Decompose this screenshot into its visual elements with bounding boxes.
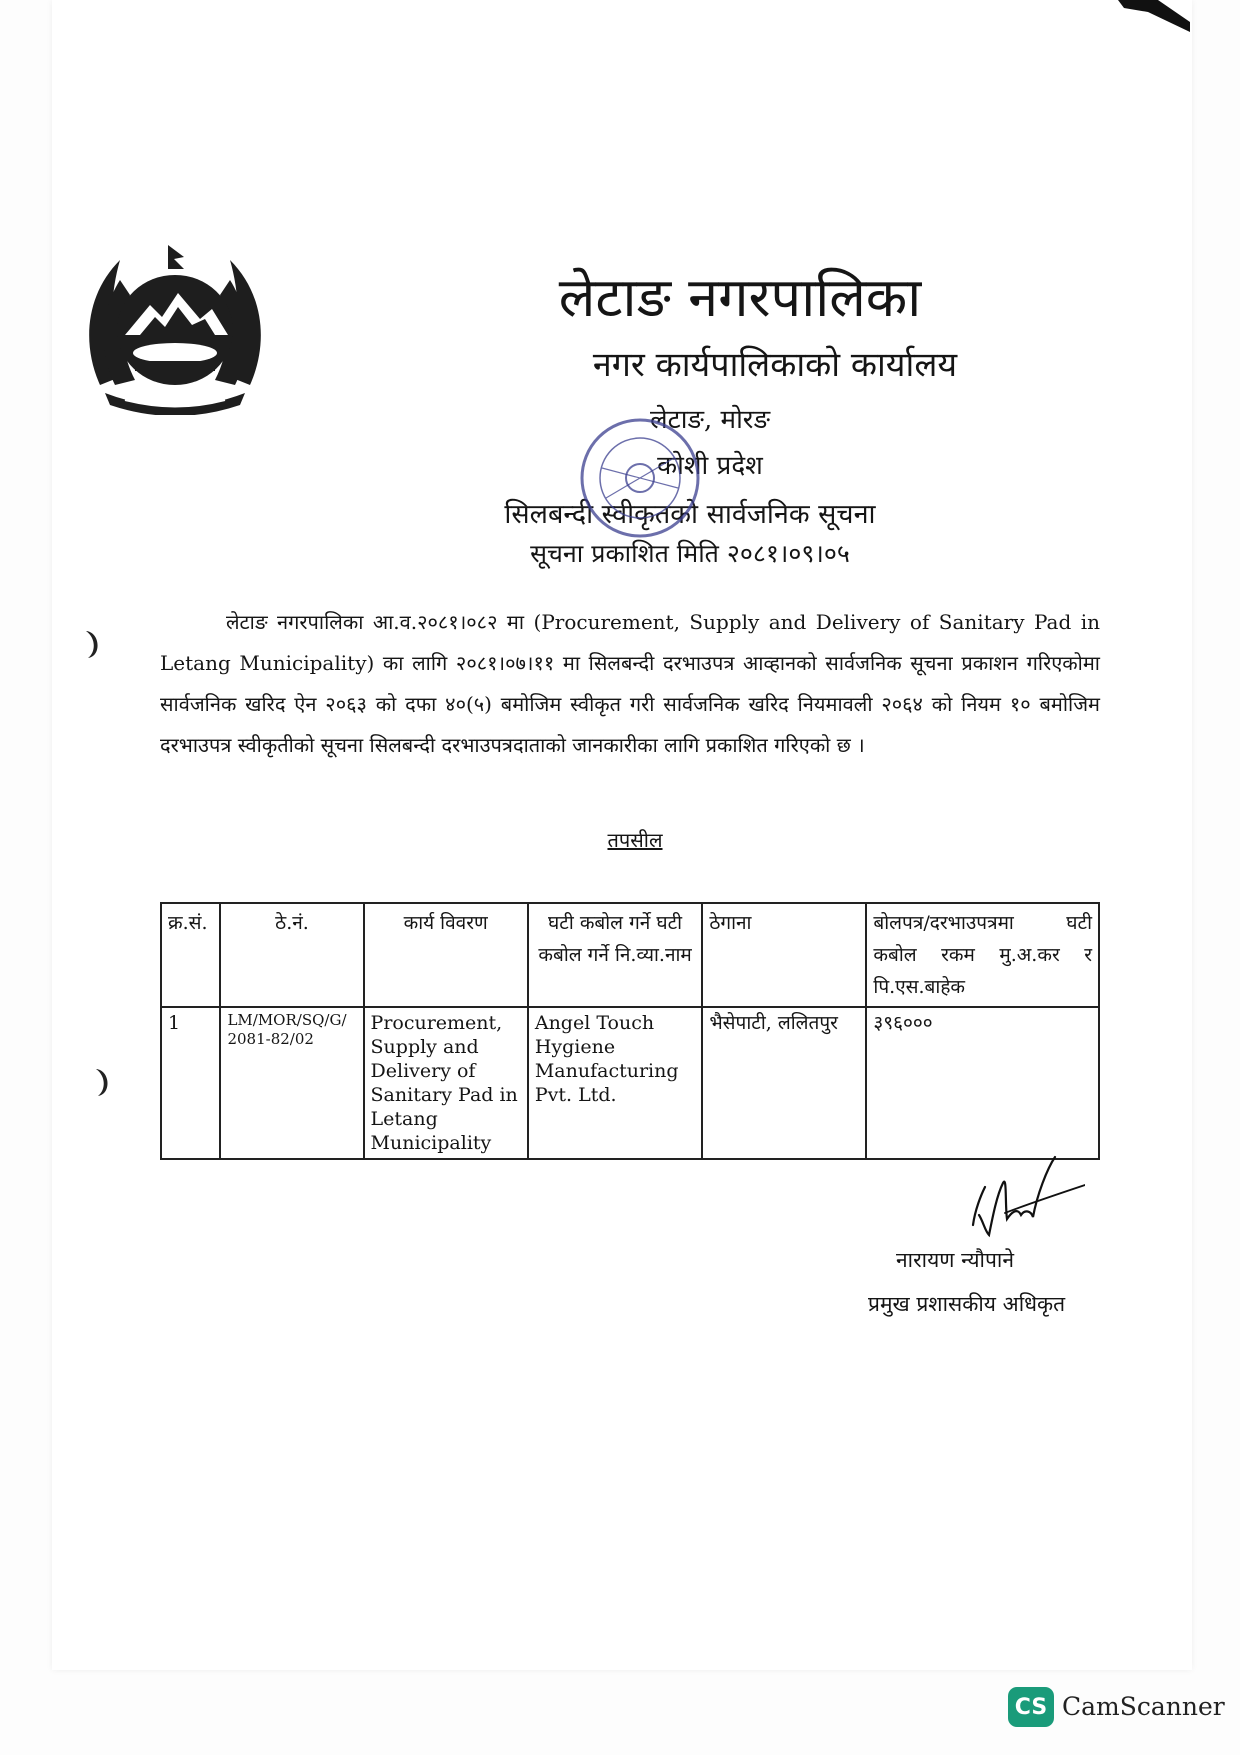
col-amount: बोलपत्र/दरभाउपत्रमा घटी कबोल रकम मु.अ.कर र पि.एस.बाहेक [866, 903, 1099, 1007]
province-line: कोशी प्रदेश [657, 451, 763, 481]
notice-paragraph-text: लेटाङ नगरपालिका आ.व.२०८१।०८२ मा (Procurement, Supply and Delivery of Sanitary Pad in Letang Municipality) का लागि २०८१।०७।११ मा सिलबन्दी दरभाउपत्र आव्हानको सार्वजनिक सूचना प्रकाशन गरिएकोमा सार्वजनिक खरिद ऐन २०६३ को दफा ४०(५) बमोजिम स्वीकृत गरी सार्वजनिक खरिद नियमावली २०६४ को नियम १० बमोजिम दरभाउपत्र स्वीकृतीको सूचना सिलबन्दी दरभाउपत्रदाताको जानकारीका लागि प्रकाशित गरिएको छ । [160, 610, 1100, 757]
col-contract-no: ठे.नं. [220, 903, 363, 1007]
punch-hole-icon [88, 1066, 114, 1098]
municipality-title: लेटाङ नगरपालिका [558, 266, 922, 329]
scan-corner-shadow-icon [1118, 0, 1190, 32]
notice-paragraph [160, 602, 1100, 766]
award-details-table [160, 902, 1100, 1160]
signature-icon [945, 1155, 1085, 1250]
notice-title: सिलबन्दी स्वीकृतको सार्वजनिक सूचना [504, 499, 876, 530]
table-row [161, 1007, 1099, 1159]
office-seal-stamp-icon [570, 408, 710, 548]
published-date: सूचना प्रकाशित मिति २०८१।०९।०५ [530, 539, 850, 568]
cell-contract-no: LM/MOR/SQ/G/ 2081-82/02 [220, 1007, 363, 1159]
cell-bidder-name: Angel Touch Hygiene Manufacturing Pvt. Ltd. [528, 1007, 702, 1159]
cell-serial: 1 [161, 1007, 220, 1159]
camscanner-logo: CS [1008, 1687, 1054, 1727]
col-serial: क्र.सं. [161, 903, 220, 1007]
cell-amount: ३९६००० [866, 1007, 1099, 1159]
cell-address: भैसेपाटी, ललितपुर [702, 1007, 866, 1159]
location-line: लेटाङ, मोरङ [649, 405, 771, 435]
col-address: ठेगाना [702, 903, 866, 1007]
details-heading: तपसील [607, 828, 663, 852]
punch-hole-icon [78, 628, 104, 660]
office-title: नगर कार्यपालिकाको कार्यालय [592, 345, 958, 385]
signatory-name: नारायण न्यौपाने [896, 1248, 1014, 1272]
col-description: कार्य विवरण [364, 903, 528, 1007]
camscanner-brand: CamScanner [1062, 1692, 1225, 1721]
signatory-designation: प्रमुख प्रशासकीय अधिकृत [868, 1292, 1066, 1316]
table-header-row [161, 903, 1099, 1007]
col-bidder-name: घटी कबोल गर्ने घटी कबोल गर्ने नि.व्या.नाम [528, 903, 702, 1007]
cell-description: Procurement, Supply and Delivery of Sanitary Pad in Letang Municipality [364, 1007, 528, 1159]
